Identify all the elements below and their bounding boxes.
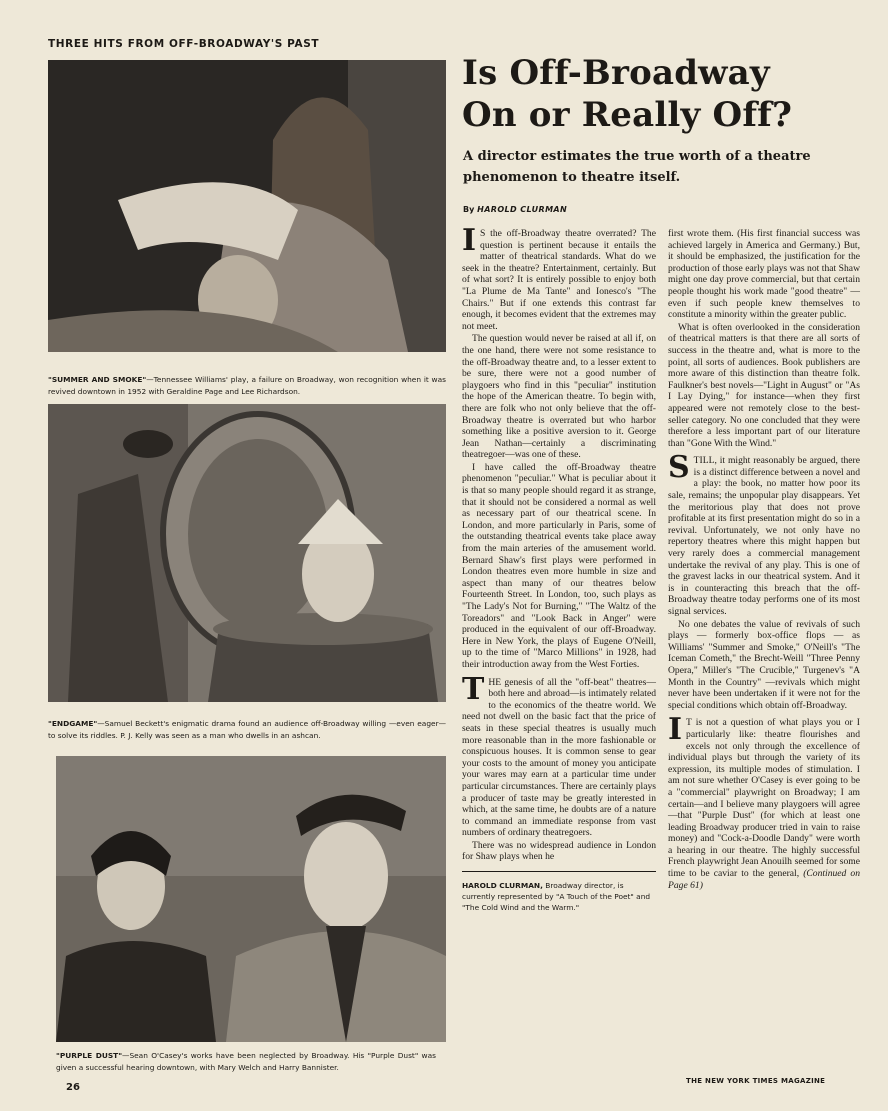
caption-purple-dust	[56, 1050, 436, 1074]
paragraph: What is often overlooked in the consideration of theatrical matters is that there are all sorts of success in the theatre and, what is more to the point, all sorts of audiences. Book publishers are more aware of this distinction than theatre folk. Faulkner's best novels—"Light in August" or "As I Lay Dying," for instance—when they first appeared were not remotely close to the best-seller category. No one concluded that they were therefore a less important part of our literature than "Gone With the Wind."	[668, 321, 860, 449]
caption-summer-and-smoke	[48, 374, 446, 398]
caption-lead: "ENDGAME"	[48, 719, 98, 728]
paragraph: I have called the off-Broadway theatre phenomenon "peculiar." What is peculiar about it is that so many people should regard it as strange, that it should not be considered a normal as well as necessary part of our theatrical scene. In London, and more particularly in Paris, some of the outstanding theatrical events take place away from the main arteries of the amusement world. Bernard Shaw's first plays were performed in London theatres even more humble in size and aspect than many of our theatres below Fourteenth Street. In London, too, such plays as "The Lady's Not for Burning," "The Waltz of the Toreadors" and "Look Back in Anger" were produced in the equivalent of our off-Broadway. Here in New York, the plays of Eugene O'Neill, up to the time of "Marco Millions" in 1928, had their introduction away from the West Forties.	[462, 461, 656, 670]
caption-text: —Samuel Beckett's enigmatic drama found an audience off-Broadway willing —even eager—to solve its riddles. P. J. Kelly was seen as a man who dwells in an ashcan.	[48, 719, 446, 740]
drop-cap: I	[668, 712, 683, 748]
paragraph: first wrote them. (His first financial success was achieved largely in America and Germany.) But, it should be emphasized, the justification for the production of those early plays was not that Shaw might one day prove commercial, but that certain people thought his work made "good theatre" —even if such people knew themselves to constitute a minority within the greater public.	[668, 228, 860, 321]
publication-footer: THE NEW YORK TIMES MAGAZINE	[686, 1077, 826, 1085]
paragraph: There was no widespread audience in London for Shaw plays when he	[462, 839, 656, 863]
continued-note: (Continued on Page 61)	[668, 868, 860, 891]
byline-author: HAROLD CLURMAN	[477, 205, 568, 214]
title-line-2: On or Really Off?	[462, 95, 793, 135]
paragraph: I S the off-Broadway theatre overrated? The question is pertinent because it entails the matter of theatrical standards. What do we seek in the theatre? Entertainment, certainly. But of what sort? It is entirely possible to enjoy both "La Plume de Ma Tante" and Ionesco's "The Chairs." But if one extends this contrast far enough, it becomes evident that the extremes may not meet.	[462, 223, 656, 332]
photo-endgame	[48, 404, 446, 702]
author-bio	[462, 880, 656, 913]
caption-text: —Tennessee Williams' play, a failure on Broadway, won recognition when it was revived downtown in 1952 with Geraldine Page and Lee Richardson.	[48, 375, 446, 396]
caption-endgame	[48, 718, 446, 742]
caption-lead: "PURPLE DUST"	[56, 1051, 123, 1060]
photo-purple-dust	[56, 756, 446, 1042]
caption-text: —Sean O'Casey's works have been neglected by Broadway. His "Purple Dust" was given a successful hearing downtown, with Mary Welch and Harry Bannister.	[56, 1051, 436, 1072]
paragraph: I T is not a question of what plays you or I particularly like: theatre flourishes and excels not only through the excellence of individual plays but through the variety of its expression, its multiple modes of stimulation. I am not sure whether O'Casey is ever going to be a "commercial" playwright on Broadway; I am certain—and I believe many playgoers will agree—that "Purple Dust" (for which at least one leading Broadway producer tried in vain to raise money) and "Cock-a-Doodle Dandy" were worth a hearing in our theatre. The highly successful French playwright Jean Anouilh seemed for some time to be caviar to the general, (Continued on Page 61)	[668, 712, 860, 891]
paragraph: THE genesis of all the "off-beat" theatres—both here and abroad—is intimately related to the economics of the theatre world. We need not dwell on the basic fact that the price of seats in these special theatres is usually much more reasonable than in the more fashionable or conspicuous houses. It is common sense to gear your costs to the amount of money you anticipate your wares may earn at a particular time under particular circumstances. There are certainly plays a producer of taste may be greatly interested in which, at the same time, he doubts are of a nature to command an immediate response from vast numbers of ordinary theatregoers.	[462, 671, 656, 839]
bio-text: Broadway director, is currently represented by "A Touch of the Poet" and "The Cold Wind and the Warm."	[462, 881, 651, 913]
drop-cap: I	[462, 223, 477, 258]
byline-prefix: By	[463, 205, 475, 214]
byline	[463, 205, 567, 214]
drop-cap: T	[462, 671, 485, 707]
photo-summer-and-smoke	[48, 60, 446, 352]
article-title	[462, 52, 862, 136]
body-column-1	[462, 223, 656, 913]
paragraph: No one debates the value of revivals of such plays — formerly box-office flops — as Williams' "Summer and Smoke," O'Neill's "The Iceman Cometh," the Brecht-Weill "Three Penny Opera," Miller's "The Crucible," Turgenev's "A Month in the Country" —revivals which might never have been undertaken if it were not for the special conditions which obtain off-Broadway.	[668, 618, 860, 711]
bio-name: HAROLD CLURMAN,	[462, 881, 543, 891]
title-line-1: Is Off-Broadway	[462, 53, 770, 93]
section-label: THREE HITS FROM OFF-BROADWAY'S PAST	[48, 38, 320, 50]
body-column-2	[668, 228, 860, 892]
paragraph: STILL, it might reasonably be argued, there is a distinct difference between a novel and a play: the book, no matter how poor its sale, remains; the unpopular play disappears. Yet the meritorious play that does not prove profitable at its first presentation might do so in a revival. Unfortunately, we not only have no repertory theatres where this might happen but very rarely does a commercial management undertake the revival of any play. This is one of the gravest lacks in our theatrical system. And it is in counteracting this breach that the off-Broadway theatre today performs one of its most signal services.	[668, 450, 860, 617]
divider	[462, 871, 656, 872]
page-number: 26	[66, 1082, 80, 1093]
paragraph: The question would never be raised at all if, on the one hand, there were not some resistance to the off-Broadway theatre and, to a lesser extent to be sure, there were not a good number of playgoers who find in this "peculiar" institution the hope of the American theatre. To begin with, there are folk who not only believe that the off-Broadway theatre is overrated but who harbor something like a positive aversion to it. George Jean Nathan—certainly a discriminating theatregoer—was one of these.	[462, 333, 656, 461]
article-subtitle: A director estimates the true worth of a theatre phenomenon to theatre itself.	[463, 149, 811, 185]
drop-cap: S	[668, 450, 690, 486]
caption-lead: "SUMMER AND SMOKE"	[48, 375, 147, 384]
